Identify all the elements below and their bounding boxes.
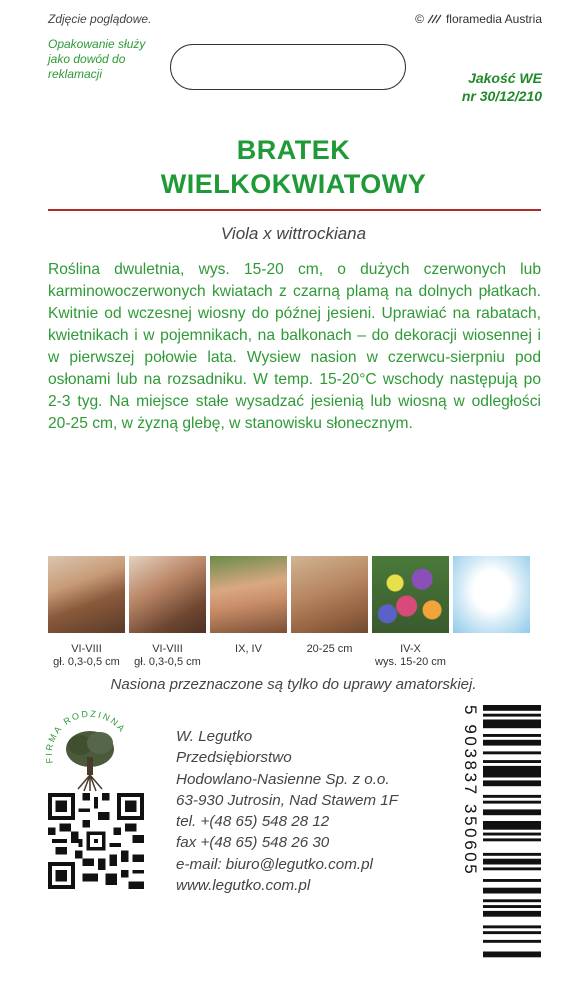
barcode-bar: [483, 751, 541, 754]
instruction-photos: [48, 556, 530, 633]
step-label: [48, 643, 125, 669]
ean-barcode-icon: [461, 701, 541, 966]
planting-spacing-photo: [291, 556, 368, 633]
company-name: W. Legutko: [176, 728, 253, 745]
company-tel: tel. +(48 65) 548 28 12: [176, 813, 330, 831]
barcode-bar: [483, 879, 541, 882]
step-label: [291, 643, 368, 669]
barcode-bar: [483, 720, 541, 729]
barcode-bar: [483, 801, 541, 804]
barcode-bar: [483, 888, 541, 894]
complaint-disclaimer: Opakowanie służy jako dowód do reklamacji: [48, 37, 146, 81]
instruction-labels: [48, 643, 530, 669]
sowing-depth-photo: [129, 556, 206, 633]
divider-rule: [48, 209, 541, 211]
transplanting-photo: [210, 556, 287, 633]
company-website: www.legutko.com.pl: [176, 877, 311, 895]
seal-text: FIRMA RODZINNA: [43, 708, 128, 765]
step-timing: IV-X: [400, 643, 421, 655]
copyright-symbol: ©: [415, 12, 424, 26]
barcode-bar: [483, 795, 541, 798]
step-timing: 20-25 cm: [306, 643, 353, 655]
company-address: [176, 726, 398, 896]
step-timing: IX, IV: [235, 643, 262, 655]
step-label: [372, 643, 449, 669]
quality-line-2: nr 30/12/210: [461, 88, 542, 104]
barcode-bar: [483, 809, 541, 815]
barcode-bar: [483, 714, 541, 717]
barcode-bar: [483, 734, 541, 737]
floramedia-logo-icon: [427, 14, 443, 24]
company-fax: fax +(48 65) 548 26 30: [176, 834, 330, 852]
barcode-bar: [483, 766, 541, 778]
brand: [415, 12, 542, 26]
flowers-photo: [372, 556, 449, 633]
company-street: 63-930 Jutrosin, Nad Stawem 1F: [176, 791, 399, 809]
amateur-use-note: Nasiona przeznaczone są tylko do uprawy amatorskiej.: [110, 676, 477, 693]
family-company-seal-icon: [42, 705, 138, 795]
barcode-bar: [483, 705, 541, 711]
product-title: [0, 133, 587, 201]
photo-note: Zdjęcie poglądowe.: [48, 12, 152, 26]
company-line-3: Hodowlano-Nasienne Sp. z o.o.: [176, 770, 390, 788]
barcode-bar: [483, 940, 541, 943]
quality-line-1: Jakość WE: [468, 70, 542, 86]
sun-photo: [453, 556, 530, 633]
barcode-bar: [483, 931, 541, 934]
brand-name: floramedia Austria: [445, 12, 542, 26]
step-detail: wys. 15-20 cm: [375, 656, 446, 668]
step-timing: VI-VIII: [152, 643, 183, 655]
barcode-bar: [483, 905, 541, 908]
barcode-bar: [483, 780, 541, 786]
barcode-bar: [483, 867, 541, 870]
quality-mark: [462, 69, 542, 105]
company-email: e-mail: biuro@legutko.com.pl: [176, 855, 373, 873]
title-line-1: BRATEK: [236, 135, 351, 165]
qr-code-icon: [48, 793, 144, 889]
title-line-2: WIELKOKWIATOWY: [160, 169, 427, 199]
step-label: [210, 643, 287, 669]
step-detail: gł. 0,3-0,5 cm: [53, 656, 120, 668]
sowing-photo: [48, 556, 125, 633]
barcode-digits: 5 903837 350605: [461, 705, 480, 877]
latin-name: Viola x wittrockiana: [220, 224, 367, 243]
barcode-bar: [483, 833, 541, 836]
step-detail: gł. 0,3-0,5 cm: [134, 656, 201, 668]
barcode-bar: [483, 760, 541, 763]
barcode-bar: [483, 911, 541, 917]
barcode-bar: [483, 740, 541, 746]
barcode-bar: [483, 821, 541, 830]
barcode-bar: [483, 859, 541, 865]
barcode-bar: [483, 899, 541, 902]
product-description: Roślina dwuletnia, wys. 15-20 cm, o dużych czerwonych lub karminowoczerwonych kwiatach z czarną plamą na dolnych płatkach. Kwitnie od wczesnej wiosny do późnej jesieni. Uprawiać na rabatach, kwietnikach i w pojemnikach, na balkonach – do dekoracji wiosennej i w pierwszej połowie lata. Wysiew nasion w czerwcu-sierpniu pod osłonami lub na rozsadniku. W temp. 15-20°C wschody następują po 2-3 tyg. Na miejsce stałe wysadzać jesienią lub wiosną w odległości 20-25 cm, w żyzną glebę, w stanowisku słonecznym.: [48, 261, 541, 432]
hanger-slot: [170, 44, 406, 90]
barcode-bar: [483, 838, 541, 841]
step-timing: VI-VIII: [71, 643, 102, 655]
barcode-bar: [483, 925, 541, 928]
barcode-bar: [483, 952, 541, 958]
barcode-bar: [483, 853, 541, 856]
company-line-2: Przedsiębiorstwo: [176, 749, 292, 767]
step-label: [129, 643, 206, 669]
step-label: [453, 643, 530, 669]
